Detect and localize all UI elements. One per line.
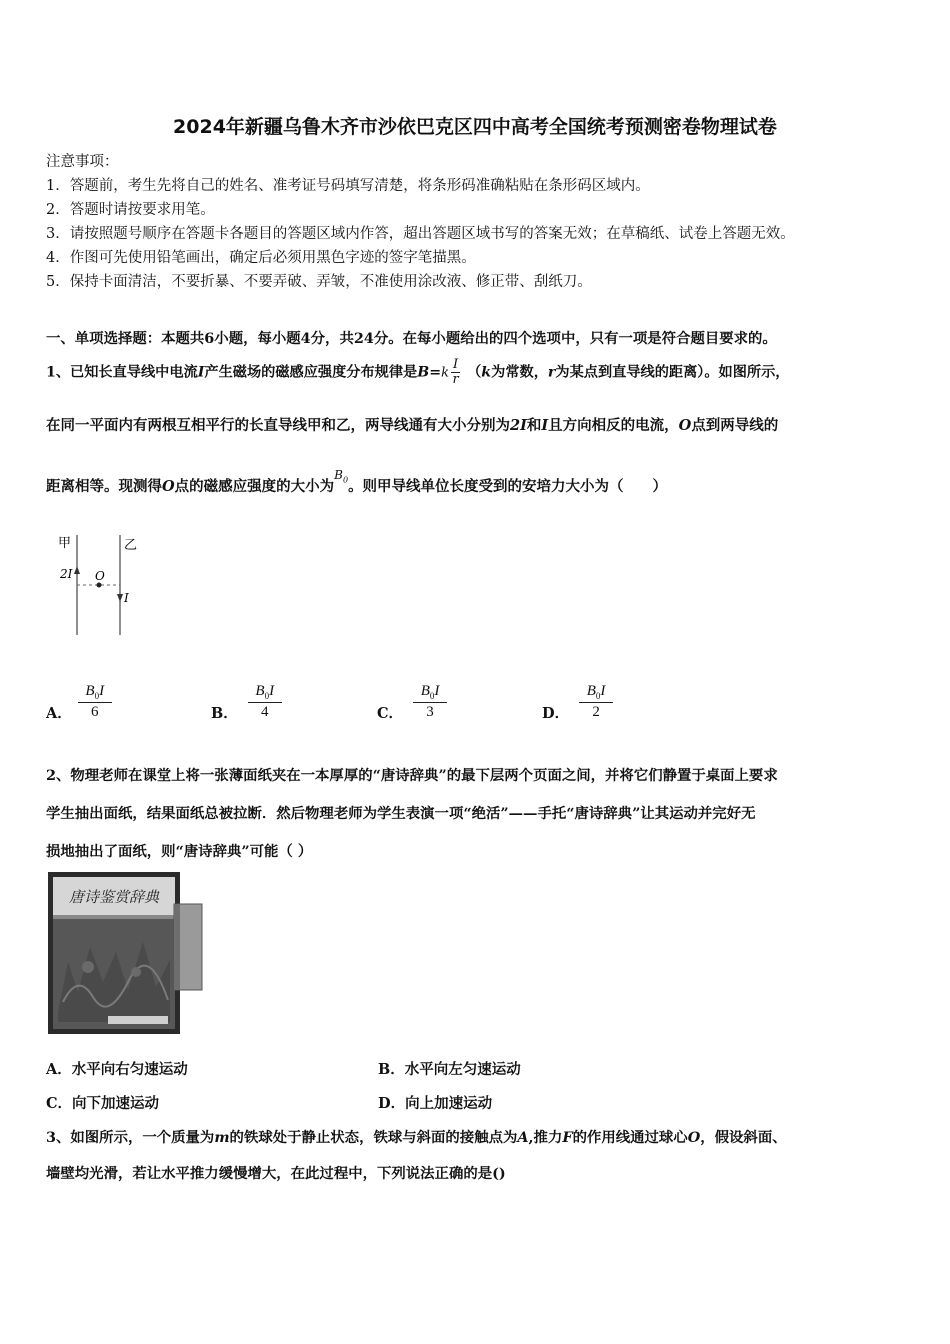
- label-O: O: [95, 569, 105, 583]
- notice-heading: 注意事项：: [46, 154, 119, 170]
- section-heading: 一、单项选择题：本题共6小题，每小题4分，共24分。在每小题给出的四个选项中，只有一项是符合题目要求的。: [46, 330, 777, 347]
- option-a[interactable]: A． $B_0I$ 6: [46, 680, 112, 723]
- notice-item: 3．请按照题号顺序在答题卡各题目的答题区域内作答，超出答题区域书写的答案无效；在草稿纸、试卷上答题无效。: [46, 226, 795, 242]
- formula-fraction: $\frac{I}{r}$: [452, 357, 459, 387]
- q2-line1: 2、物理老师在课堂上将一张薄面纸夹在一本厚厚的“唐诗辞典”的最下层两个页面之间，并将它们静置于桌面上要求: [46, 767, 778, 784]
- notice-item: 1．答题前，考生先将自己的姓名、准考证号码填写清楚，将条形码准确粘贴在条形码区域内。: [46, 178, 650, 194]
- q2-option-c[interactable]: C．向下加速运动: [46, 1095, 160, 1112]
- notice-block: [46, 150, 795, 294]
- point-O: [97, 583, 102, 588]
- notice-item: 4．作图可先使用铅笔画出，确定后必须用黑色字迹的签字笔描黑。: [46, 250, 476, 266]
- q2-line3: 损地抽出了面纸，则“唐诗辞典”可能（ ）: [46, 843, 313, 860]
- q1-options: [46, 680, 646, 730]
- option-d[interactable]: D． $B_0I$ 2: [542, 680, 613, 723]
- q1-line1: 1、已知长直导线中电流I产生磁场的磁感应强度分布规律是B=k $\frac{I}{r}$ （k为常数，r为某点到直导线的距离）。如图所示，: [46, 357, 790, 387]
- q1-wire-figure: [52, 530, 152, 640]
- q2-option-b[interactable]: B．水平向左匀速运动: [378, 1061, 521, 1078]
- arrow-up-icon: [74, 566, 80, 574]
- label-2I: 2I: [60, 567, 73, 581]
- q2-option-a[interactable]: A．水平向右匀速运动: [46, 1061, 188, 1078]
- q1-line3: 距离相等。现测得O点的磁感应强度的大小为$^{B_0}$。则甲导线单位长度受到的安培力大小为（ ）: [46, 468, 668, 495]
- option-b[interactable]: B． $B_0I$ 4: [211, 680, 282, 723]
- notice-item: 2．答题时请按要求用笔。: [46, 202, 215, 218]
- label-yi: 乙: [124, 538, 138, 553]
- page-title: 2024年新疆乌鲁木齐市沙依巴克区四中高考全国统考预测密卷物理试卷: [173, 116, 777, 138]
- q3-line2: 墙壁均光滑，若让水平推力缓慢增大，在此过程中，下列说法正确的是(): [46, 1165, 506, 1182]
- arrow-down-icon: [117, 594, 123, 602]
- book-title: 唐诗鉴赏辞典: [68, 888, 160, 906]
- book-image: [48, 872, 204, 1036]
- q2-line2: 学生抽出面纸，结果面纸总被拉断．然后物理老师为学生表演一项“绝活”——手托“唐诗辞典”让其运动并完好无: [46, 805, 756, 822]
- label-jia: 甲: [58, 536, 72, 551]
- q2-option-d[interactable]: D．向上加速运动: [378, 1095, 493, 1112]
- option-c[interactable]: C． $B_0I$ 3: [377, 680, 447, 723]
- label-I: I: [124, 591, 129, 605]
- notice-item: 5．保持卡面清洁，不要折暴、不要弄破、弄皱，不准使用涂改液、修正带、刮纸刀。: [46, 274, 592, 290]
- q3-line1: 3、如图所示，一个质量为m的铁球处于静止状态，铁球与斜面的接触点为A,推力F的作用线通过球心O，假设斜面、: [46, 1129, 787, 1146]
- q1-line2: 在同一平面内有两根互相平行的长直导线甲和乙，两导线通有大小分别为2I和I且方向相反的电流，O点到两导线的: [46, 417, 779, 434]
